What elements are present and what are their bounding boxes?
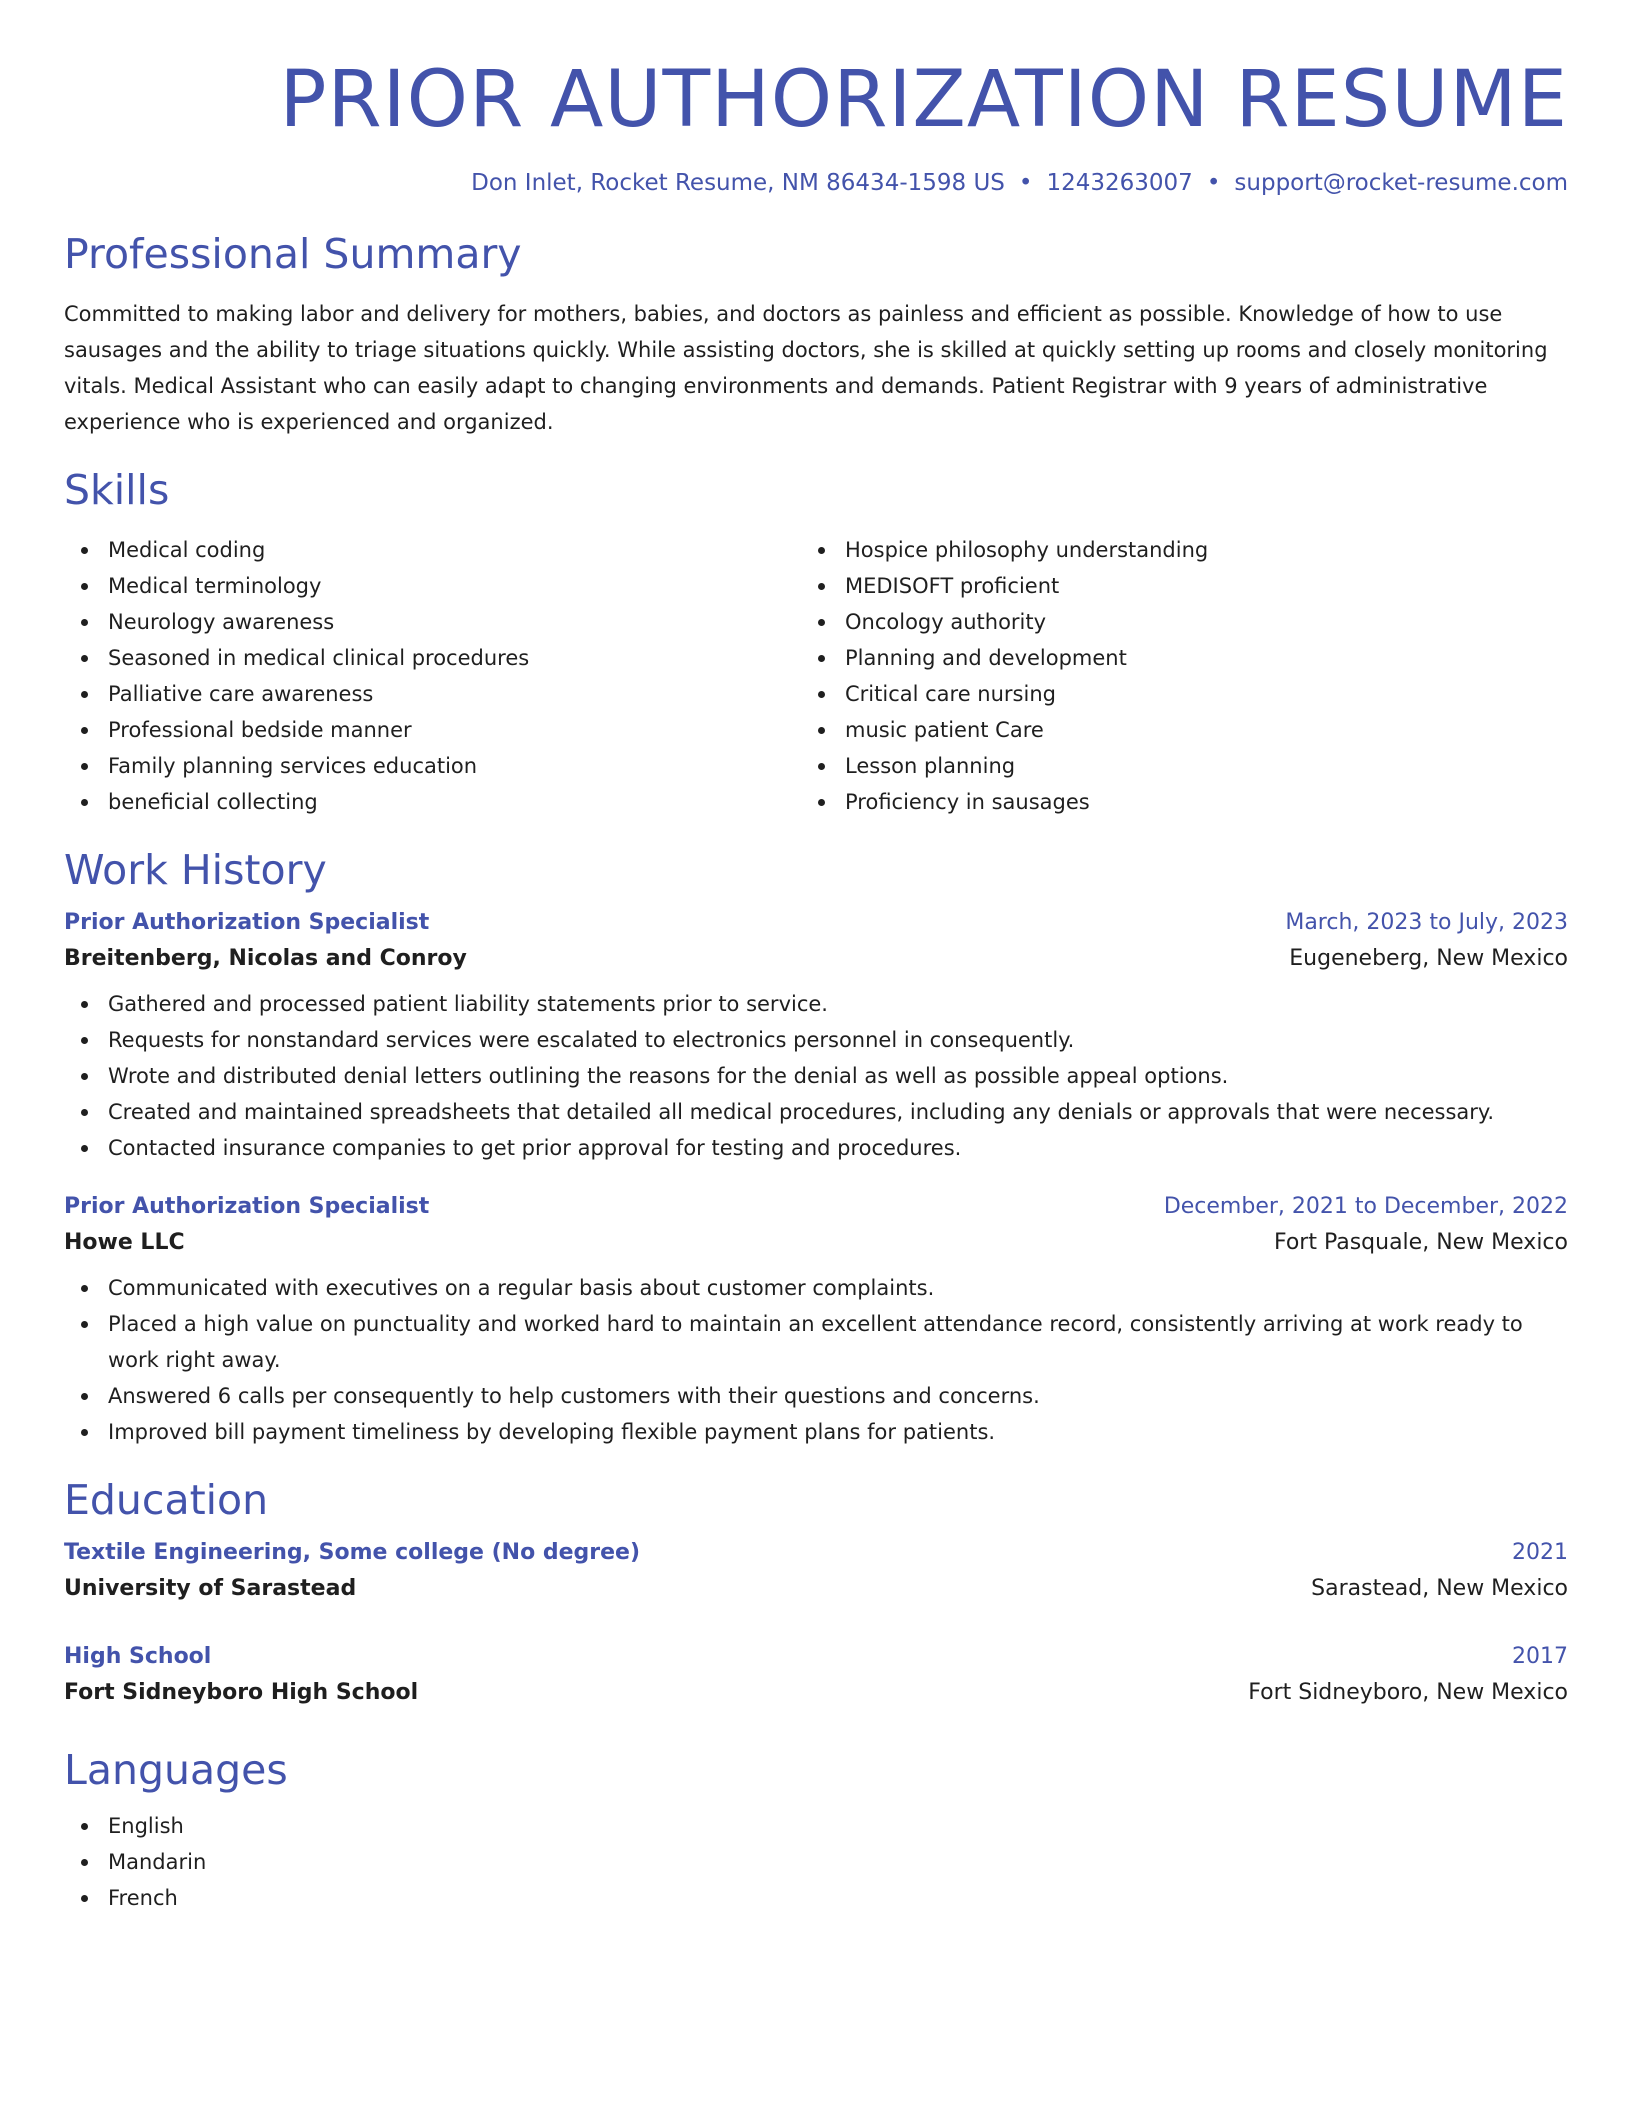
education-school: Fort Sidneyboro High School [64, 1679, 419, 1705]
job-duties [64, 986, 1568, 1166]
education-year: 2017 [1512, 1643, 1568, 1669]
summary-section [64, 230, 1568, 440]
job-duty: Gathered and processed patient liability statements prior to service. [108, 986, 1568, 1022]
contact-line [64, 170, 1568, 204]
job-entry [64, 910, 1568, 1166]
job-duty: Improved bill payment timeliness by developing flexible payment plans for patients. [108, 1414, 1568, 1450]
skill-item: Seasoned in medical clinical procedures [108, 640, 801, 676]
skill-item: music patient Care [845, 712, 1538, 748]
languages-list [64, 1808, 1568, 1916]
work-history-section [64, 846, 1568, 1450]
skill-item: Planning and development [845, 640, 1538, 676]
job-duty: Wrote and distributed denial letters outlining the reasons for the denial as well as possible appeal options. [108, 1058, 1568, 1094]
contact-address: Don Inlet, Rocket Resume, NM 86434-1598 US [471, 169, 1005, 196]
language-item: English [108, 1808, 1568, 1844]
summary-text: Committed to making labor and delivery for mothers, babies, and doctors as painless and efficient as possible. Knowledge of how to use sausages and the ability to triage situations quickly. While assisting doctors, she is skilled at quickly setting up rooms and closely monitoring vitals. Medical Assistant who can easily adapt to changing environments and demands. Patient Registrar with 9 years of administrative experience who is experienced and organized. [64, 301, 1548, 434]
education-year: 2021 [1512, 1539, 1568, 1565]
resume-title: PRIOR AUTHORIZATION RESUME [279, 55, 1568, 145]
skill-item: MEDISOFT proficient [845, 568, 1538, 604]
skill-item: Hospice philosophy understanding [845, 532, 1538, 568]
job-location: Eugeneberg, New Mexico [1289, 945, 1568, 971]
section-heading-work-history: Work History [64, 845, 327, 894]
job-location: Fort Pasquale, New Mexico [1273, 1229, 1568, 1255]
language-item: Mandarin [108, 1844, 1568, 1880]
languages-section [64, 1746, 1568, 1916]
job-duties [64, 1270, 1568, 1450]
contact-email[interactable]: support@rocket-resume.com [1234, 169, 1568, 196]
skill-item: beneficial collecting [108, 784, 801, 820]
job-company: Breitenberg, Nicolas and Conroy [64, 945, 467, 971]
skill-item: Medical coding [108, 532, 801, 568]
education-degree: Textile Engineering, Some college (No degree) [64, 1539, 641, 1565]
section-heading-education: Education [64, 1475, 269, 1524]
skill-item: Professional bedside manner [108, 712, 801, 748]
skills-section [64, 466, 1568, 820]
skills-column-left [64, 532, 801, 820]
job-duty: Answered 6 calls per consequently to help customers with their questions and concerns. [108, 1378, 1568, 1414]
contact-phone: 1243263007 [1046, 169, 1193, 196]
education-school: University of Sarastead [64, 1575, 357, 1601]
job-company: Howe LLC [64, 1229, 185, 1255]
education-location: Fort Sidneyboro, New Mexico [1248, 1679, 1568, 1705]
skill-item: Medical terminology [108, 568, 801, 604]
section-heading-languages: Languages [64, 1745, 288, 1794]
job-duty: Communicated with executives on a regular basis about customer complaints. [108, 1270, 1568, 1306]
skill-item: Oncology authority [845, 604, 1538, 640]
education-entry [64, 1540, 1568, 1616]
job-title: Prior Authorization Specialist [64, 1193, 430, 1219]
skill-item: Palliative care awareness [108, 676, 801, 712]
job-duty: Contacted insurance companies to get prior approval for testing and procedures. [108, 1130, 1568, 1166]
section-heading-skills: Skills [64, 465, 170, 514]
job-dates: March, 2023 to July, 2023 [1285, 909, 1568, 935]
job-entry [64, 1194, 1568, 1450]
job-duty: Placed a high value on punctuality and worked hard to maintain an excellent attendance record, consistently arriving at work ready to work right away. [108, 1306, 1568, 1378]
education-section [64, 1476, 1568, 1720]
job-duty: Created and maintained spreadsheets that detailed all medical procedures, including any denials or approvals that were necessary. [108, 1094, 1568, 1130]
education-entry [64, 1644, 1568, 1720]
skill-item: Lesson planning [845, 748, 1538, 784]
education-degree: High School [64, 1643, 212, 1669]
skill-item: Neurology awareness [108, 604, 801, 640]
job-duty: Requests for nonstandard services were escalated to electronics personnel in consequently. [108, 1022, 1568, 1058]
language-item: French [108, 1880, 1568, 1916]
skill-item: Family planning services education [108, 748, 801, 784]
skill-item: Critical care nursing [845, 676, 1538, 712]
skills-column-right [801, 532, 1538, 820]
section-heading-summary: Professional Summary [64, 229, 522, 278]
education-location: Sarastead, New Mexico [1311, 1575, 1568, 1601]
job-title: Prior Authorization Specialist [64, 909, 430, 935]
job-dates: December, 2021 to December, 2022 [1163, 1193, 1568, 1219]
contact-separator: • [1206, 169, 1221, 196]
contact-separator: • [1018, 169, 1033, 196]
skills-grid [64, 532, 1568, 820]
skill-item: Proficiency in sausages [845, 784, 1538, 820]
